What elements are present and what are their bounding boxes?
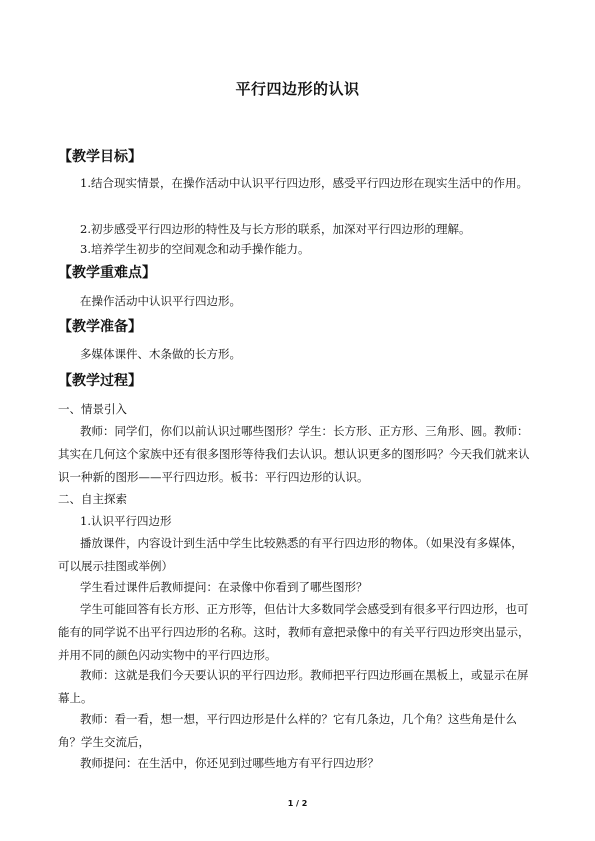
goal-2: 2.初步感受平行四边形的特性及与长方形的联系，加深对平行四边形的理解。 [80,222,471,236]
paragraph-4: 学生可能回答有长方形、正方形等，但估计大多数同学会感受到有很多平行四边形，也可能有的同学说不出平行四边形的名称。这时，教师有意把录像中的有关平行四边形突出显示，并用不同的颜色闪动实物中的平行四边形。 [58,602,530,662]
goal-3: 3.培养学生初步的空间观念和动手操作能力。 [80,242,310,256]
key-heading: 【教学重难点】 [58,265,156,281]
page-title: 平行四边形的认识 [235,80,360,98]
paragraph-5: 教师：这就是我们今天要认识的平行四边形。教师把平行四边形画在黑板上，或显示在屏幕上。 [58,668,529,705]
part-2-heading: 二、自主探索 [58,492,127,506]
key-text: 在操作活动中认识平行四边形。 [80,294,241,308]
process-heading: 【教学过程】 [58,373,142,389]
prep-text: 多媒体课件、木条做的长方形。 [80,347,241,361]
paragraph-3: 学生看过课件后教师提问：在录像中你看到了哪些图形？ [80,580,368,594]
paragraph-6: 教师：看一看，想一想，平行四边形是什么样的？它有几条边，几个角？这些角是什么角？学生交流后， [58,712,517,749]
sub-heading-1: 1.认识平行四边形 [80,514,172,528]
paragraph-7: 教师提问：在生活中，你还见到过哪些地方有平行四边形？ [80,756,379,770]
goals-heading: 【教学目标】 [58,149,142,165]
page-number: 1 / 2 [287,799,308,808]
paragraph-2: 播放课件，内容设计到生活中学生比较熟悉的有平行四边形的物体。（如果没有多媒体，可以展示挂图或举例） [58,536,523,573]
paragraph-1: 教师：同学们，你们以前认识过哪些图形？学生：长方形、正方形、三角形、圆。教师：其实在几何这个家族中还有很多图形等待我们去认识。想认识更多的图形吗？今天我们就来认识一种新的图形——平行四边形。板书：平行四边形的认识。 [58,424,530,484]
goal-1: 1.结合现实情景，在操作活动中认识平行四边形，感受平行四边形在现实生活中的作用。 [80,176,528,190]
prep-heading: 【教学准备】 [58,319,142,335]
part-1-heading: 一、情景引入 [58,402,127,416]
